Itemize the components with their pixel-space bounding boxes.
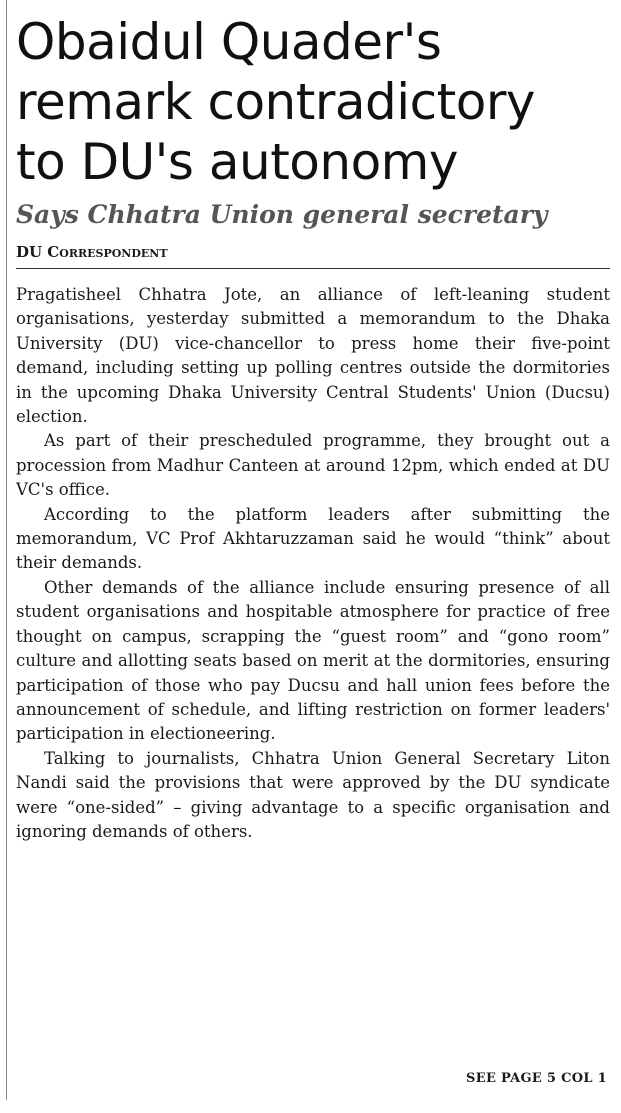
headline — [16, 0, 610, 192]
column-rule — [6, 0, 7, 1100]
headline-line: remark contradictory — [16, 73, 536, 131]
paragraph: According to the platform leaders after submitting the memorandum, VC Prof Akhtaruzzaman said he would “think” about their demands. — [16, 504, 610, 573]
paragraph: Other demands of the alliance include ensuring presence of all student organisations and hospitable atmosphere for practice of free thought on campus, scrapping the “guest room” and “gono room” culture and allotting seats based on merit at the dormitories, ensuring participation of those who pay Ducsu and hall union fees before the announcement of schedule, and lifting restriction on former leaders' participation in electioneering. — [16, 577, 610, 744]
continuation-jump: SEE PAGE 5 COL 1 — [466, 1071, 607, 1086]
paragraph: Pragatisheel Chhatra Jote, an alliance of left-leaning student organisations, yesterday submitted a memorandum to the Dhaka University (DU) vice-chancellor to press home their five-point demand, including setting up polling centres outside the dormitories in the upcoming Dhaka University Central Students' Union (Ducsu) election. — [16, 285, 610, 427]
headline-line: Obaidul Quader's — [16, 13, 442, 71]
subheadline: Says Chhatra Union general secretary — [16, 200, 548, 229]
byline: DU Correspondent — [16, 242, 610, 269]
paragraph: As part of their prescheduled programme, they brought out a procession from Madhur Canteen at around 12pm, which ended at DU VC's office. — [16, 431, 610, 500]
news-article — [16, 0, 610, 844]
article-body — [16, 283, 610, 844]
paragraph: Talking to journalists, Chhatra Union General Secretary Liton Nandi said the provisions that were approved by the DU syndicate were “one-sided” – giving advantage to a specific organisation and ignoring demands of others. — [16, 748, 610, 841]
headline-line: to DU's autonomy — [16, 133, 458, 191]
